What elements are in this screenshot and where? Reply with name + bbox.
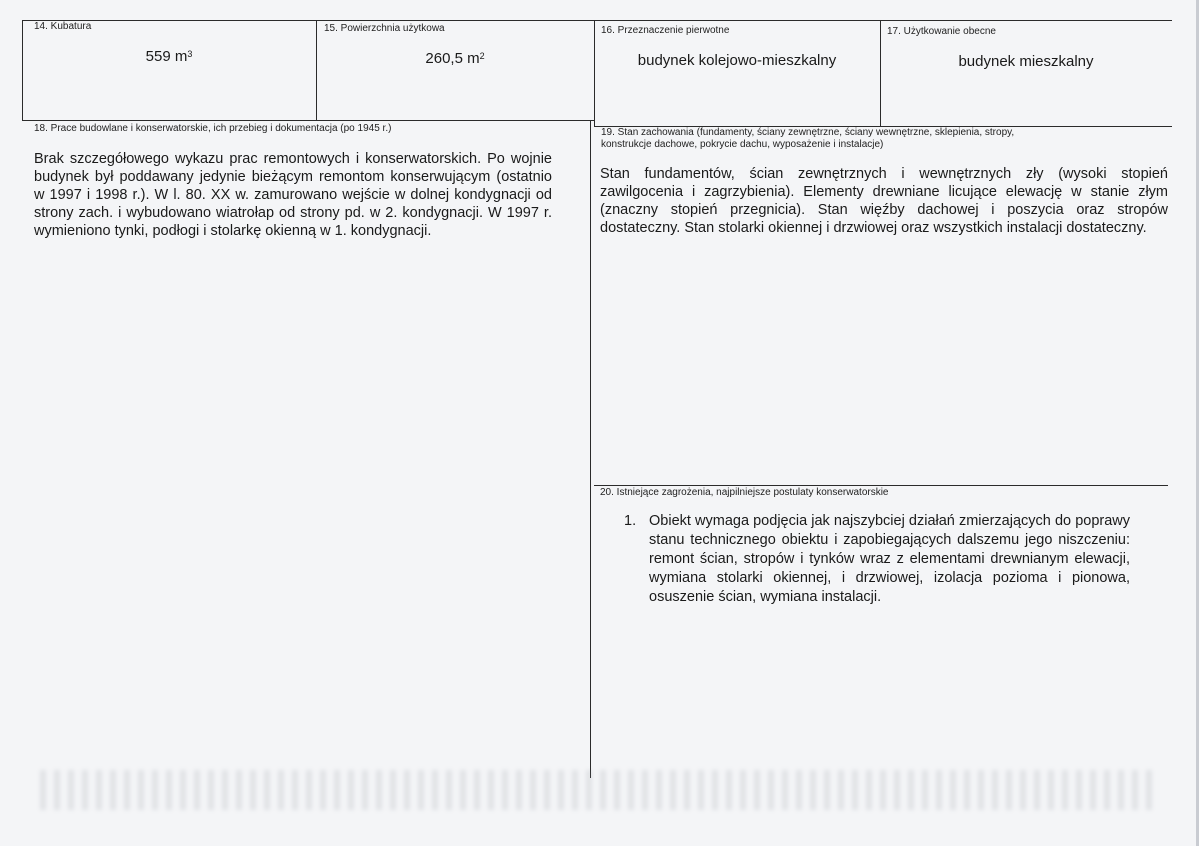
zagrozenia-label: 20. Istniejące zagrożenia, najpilniejsze postulaty konserwatorskie	[600, 487, 889, 498]
powierzchnia-unit-exponent: 2	[479, 51, 485, 61]
kubatura-label: 14. Kubatura	[34, 21, 92, 32]
scan-bleed-through	[40, 770, 1160, 810]
powierzchnia-label: 15. Powierzchnia użytkowa	[324, 23, 445, 34]
main-column-divider	[590, 120, 591, 778]
uzytkowanie-label: 17. Użytkowanie obecne	[887, 26, 996, 37]
section-20-top-border	[594, 485, 1168, 486]
top-row-bottom-border	[22, 120, 594, 121]
divider-14-15	[316, 20, 317, 120]
prace-budowlane-text: Brak szczegółowego wykazu prac remontowych i konserwatorskich. Po wojnie budynek był poddawany jedynie bieżącym remontom konserwującym (ostatnio w 1997 i 1998 r.). W l. 80. XX w. zamurowano wejście w dolnej kondygnacji od strony zach. i wybudowano wiatrołap od strony pd. w 2. kondygnacji. W 1997 r. wymieniono tynki, podłogi i stolarkę okienną w 1. kondygnacji.	[34, 151, 552, 239]
powierzchnia-value	[316, 50, 594, 68]
uzytkowanie-value: budynek mieszkalny	[958, 53, 1094, 70]
stan-zachowania-label-line1: 19. Stan zachowania (fundamenty, ściany zewnętrzne, ściany wewnętrzne, sklepienia, stropy,	[601, 127, 1015, 138]
przeznaczenie-label: 16. Przeznaczenie pierwotne	[601, 25, 730, 36]
zagrozenia-item-text: Obiekt wymaga podjęcia jak najszybciej działań zmierzających do poprawy stanu technicznego obiektu i zapobiegających dalszemu jego niszczeniu: remont ścian, stropów i tynków wraz z elementami drewnianym elewacji, wymiana stolarki okiennej, i drzwiowej, izolacja pozioma i pionowa, osuszenie ścian, wymiana instalacji.	[649, 513, 1130, 605]
zagrozenia-list-item	[624, 512, 1130, 612]
divider-16-17	[880, 20, 881, 126]
prace-budowlane-label: 18. Prace budowlane i konserwatorskie, ich przebieg i dokumentacja (po 1945 r.)	[34, 123, 392, 134]
divider-15-16	[594, 20, 595, 126]
stan-zachowania-text: Stan fundamentów, ścian zewnętrznych i wewnętrznych zły (wysoki stopień zawilgocenia i zagrzybienia). Elementy drewniane licujące elewację w stanie złym (znaczny stopień przegnicia). Stan więźby dachowej i poszycia oraz stropów dostateczny. Stan stolarki okiennej i drzwiowej oraz wszystkich instalacji dostateczny.	[600, 166, 1168, 236]
zagrozenia-item-number: 1.	[624, 513, 637, 529]
top-row-top-border	[22, 20, 1172, 21]
kubatura-unit-exponent: 3	[187, 49, 193, 59]
kubatura-value	[22, 48, 316, 66]
stan-zachowania-label-line2: konstrukcje dachowe, pokrycie dachu, wyposażenie i instalacje)	[601, 139, 884, 150]
przeznaczenie-value: budynek kolejowo-mieszkalny	[637, 52, 837, 69]
kubatura-value-text: 559 m	[145, 48, 188, 65]
top-row-left-border	[22, 20, 23, 120]
powierzchnia-value-text: 260,5 m	[425, 50, 480, 67]
